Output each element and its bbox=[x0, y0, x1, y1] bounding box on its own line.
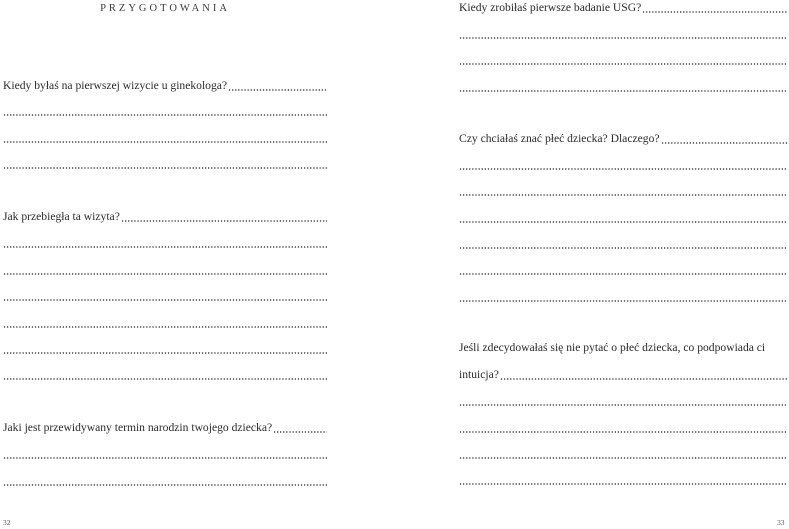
answer-dots[interactable] bbox=[459, 63, 787, 65]
answer-dots[interactable] bbox=[121, 220, 327, 222]
question-intuition-part1: Jeśli zdecydowałaś się nie pytać o płeć dziecka, co podpowiada ci bbox=[459, 341, 766, 354]
answer-line[interactable] bbox=[3, 341, 327, 357]
answer-dots[interactable] bbox=[459, 483, 787, 485]
answer-dots[interactable] bbox=[273, 431, 327, 433]
answer-dots[interactable] bbox=[3, 273, 327, 275]
answer-line[interactable] bbox=[3, 367, 327, 383]
answer-line[interactable] bbox=[459, 183, 787, 199]
answer-dots[interactable] bbox=[3, 378, 327, 380]
answer-dots[interactable] bbox=[459, 457, 787, 459]
answer-dots[interactable] bbox=[459, 168, 787, 170]
question-line-first-visit bbox=[3, 78, 327, 94]
answer-line[interactable] bbox=[459, 52, 787, 68]
answer-line[interactable] bbox=[459, 446, 787, 462]
question-intuition-part2: intuicja? bbox=[459, 368, 499, 381]
answer-line[interactable] bbox=[3, 235, 327, 251]
answer-line[interactable] bbox=[459, 236, 787, 252]
section-title: PRZYGOTOWANIA bbox=[100, 3, 230, 14]
answer-dots[interactable] bbox=[459, 300, 787, 302]
answer-dots[interactable] bbox=[459, 194, 787, 196]
answer-dots[interactable] bbox=[661, 142, 787, 144]
answer-dots[interactable] bbox=[459, 404, 787, 406]
question-first-visit: Kiedy byłaś na pierwszej wizycie u ginekologa? bbox=[3, 79, 228, 92]
question-line-visit-course bbox=[3, 209, 327, 225]
answer-dots[interactable] bbox=[3, 352, 327, 354]
answer-line[interactable] bbox=[3, 103, 327, 119]
answer-line[interactable] bbox=[459, 79, 787, 95]
answer-line[interactable] bbox=[3, 315, 327, 331]
question-line-intuition-second bbox=[459, 367, 787, 383]
page-number: 32 bbox=[3, 518, 11, 527]
page-number: 33 bbox=[777, 518, 785, 527]
answer-dots[interactable] bbox=[459, 431, 787, 433]
answer-line[interactable] bbox=[3, 473, 327, 489]
answer-line[interactable] bbox=[459, 210, 787, 226]
answer-dots[interactable] bbox=[500, 378, 787, 380]
answer-line[interactable] bbox=[3, 130, 327, 146]
answer-dots[interactable] bbox=[3, 114, 327, 116]
answer-dots[interactable] bbox=[3, 326, 327, 328]
answer-line[interactable] bbox=[3, 446, 327, 462]
answer-dots[interactable] bbox=[459, 247, 787, 249]
question-visit-course: Jak przebiegła ta wizyta? bbox=[3, 210, 120, 223]
answer-dots[interactable] bbox=[459, 37, 787, 39]
answer-line[interactable] bbox=[459, 26, 787, 42]
answer-dots[interactable] bbox=[3, 246, 327, 248]
answer-dots[interactable] bbox=[3, 167, 327, 169]
answer-line[interactable] bbox=[3, 262, 327, 278]
question-first-usg: Kiedy zrobiłaś pierwsze badanie USG? bbox=[459, 1, 642, 14]
answer-line[interactable] bbox=[3, 156, 327, 172]
answer-line[interactable] bbox=[459, 289, 787, 305]
question-line-due-date bbox=[3, 420, 327, 436]
answer-line[interactable] bbox=[3, 288, 327, 304]
answer-line[interactable] bbox=[459, 472, 787, 488]
answer-dots[interactable] bbox=[228, 89, 327, 91]
answer-line[interactable] bbox=[459, 157, 787, 173]
answer-line[interactable] bbox=[459, 262, 787, 278]
answer-dots[interactable] bbox=[459, 273, 787, 275]
question-line-intuition-first bbox=[459, 340, 787, 356]
answer-dots[interactable] bbox=[3, 457, 327, 459]
left-page bbox=[0, 0, 394, 529]
answer-dots[interactable] bbox=[3, 141, 327, 143]
answer-dots[interactable] bbox=[642, 11, 787, 13]
question-baby-sex: Czy chciałaś znać płeć dziecka? Dlaczego? bbox=[459, 132, 660, 145]
question-line-baby-sex bbox=[459, 131, 787, 147]
right-page bbox=[395, 0, 789, 529]
question-line-first-usg bbox=[459, 0, 787, 16]
answer-dots[interactable] bbox=[3, 299, 327, 301]
answer-dots[interactable] bbox=[459, 90, 787, 92]
question-due-date: Jaki jest przewidywany termin narodzin twojego dziecka? bbox=[3, 421, 273, 434]
answer-dots[interactable] bbox=[3, 484, 327, 486]
answer-line[interactable] bbox=[459, 420, 787, 436]
answer-line[interactable] bbox=[459, 393, 787, 409]
answer-dots[interactable] bbox=[459, 221, 787, 223]
